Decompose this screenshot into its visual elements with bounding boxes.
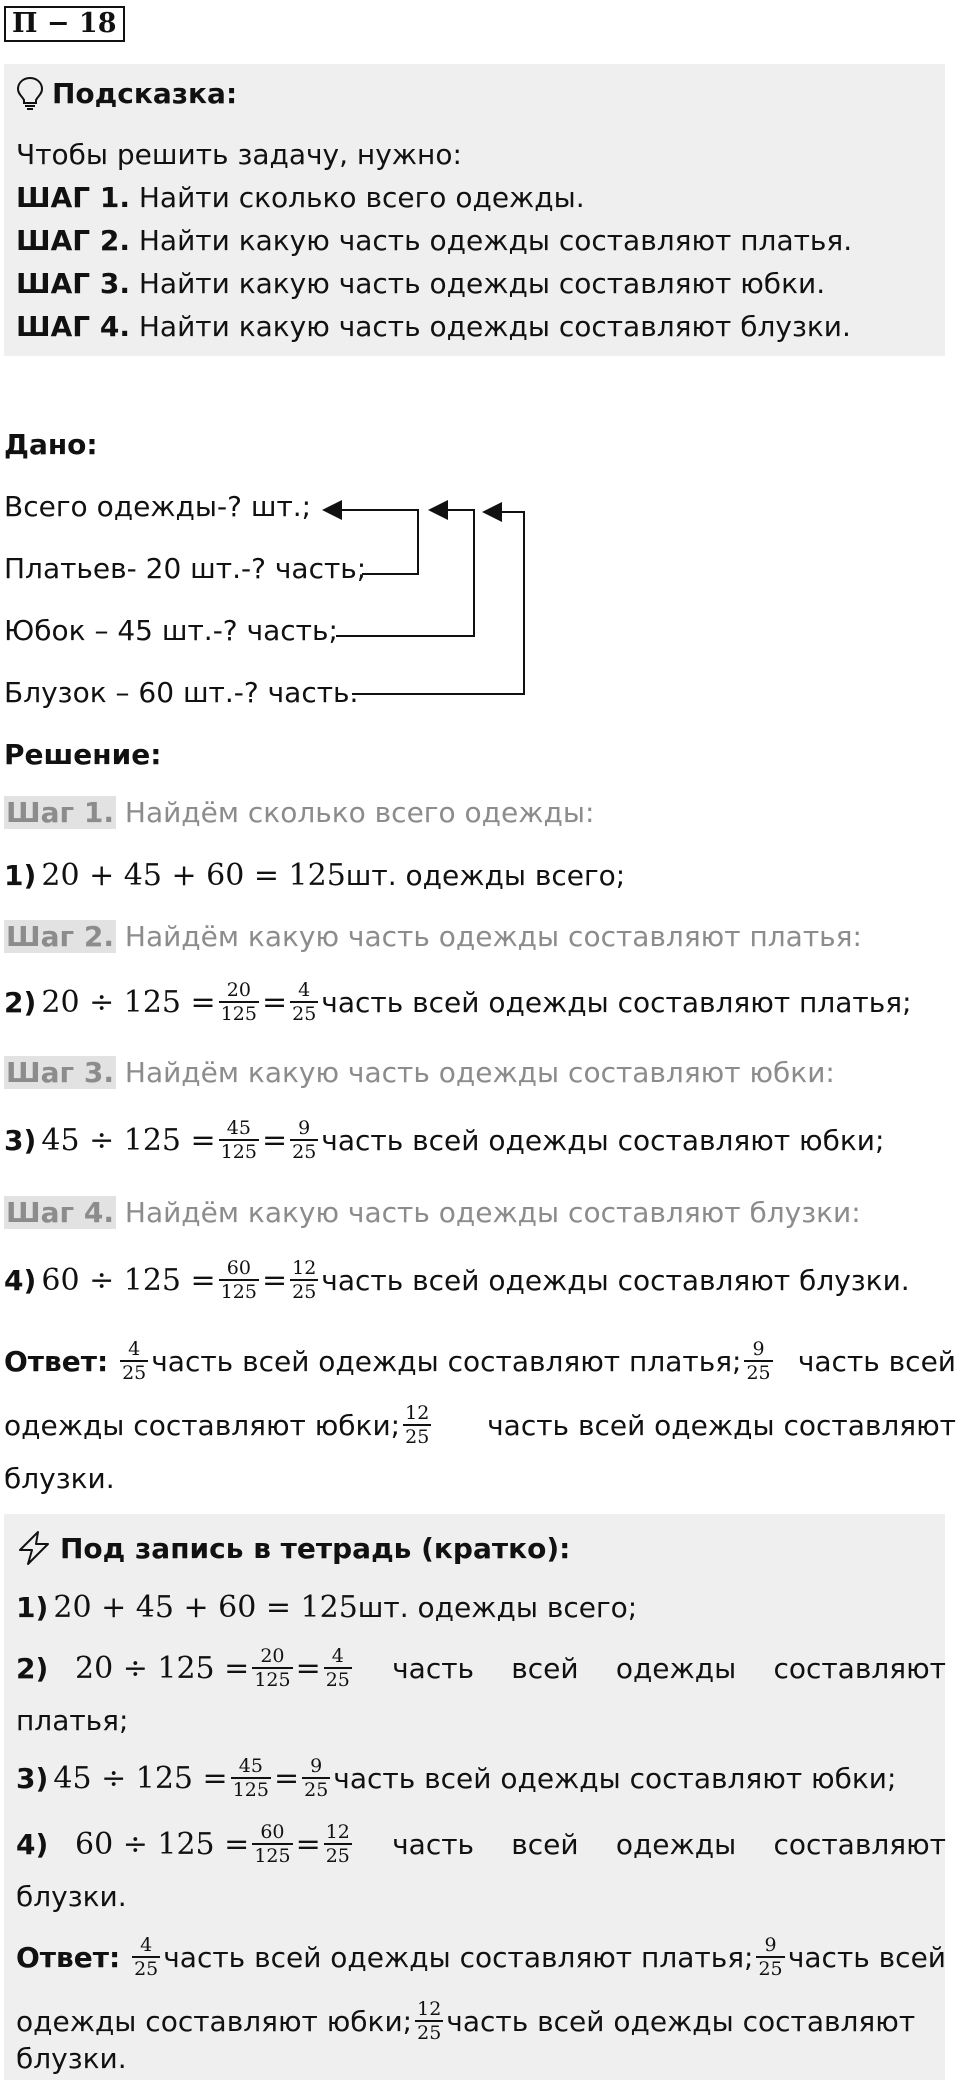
fraction: $\frac{12}{25}$: [405, 1402, 430, 1448]
solution-step-2: Шаг 2. Найдём какую часть одежды составляют платья:: [6, 920, 862, 953]
notebook-answer-line-1: Ответ: $\frac{4}{25}$ часть всей одежды составляют платья; $\frac{9}{25}$ часть всей: [16, 1934, 946, 1980]
hint-step-1: ШАГ 1. Найти сколько всего одежды.: [16, 181, 585, 214]
given-line-total: Всего одежды-? шт.;: [4, 490, 312, 523]
solution-line-1: 1) 20 + 45 + 60 = 125 шт. одежды всего;: [4, 857, 626, 893]
notebook-answer-line-3: блузки.: [16, 2042, 127, 2075]
answer-label: Ответ:: [4, 1344, 109, 1378]
notebook-line-4-cont: блузки.: [16, 1880, 127, 1913]
solution-line-4: 4) 60 ÷ 125 = $\frac{60}{125}$ = $\frac{12}{25}$ часть всей одежды составляют блузки.: [4, 1257, 910, 1303]
answer-line-3: блузки.: [4, 1462, 115, 1495]
fraction: $\frac{12}{25}$: [292, 1257, 317, 1303]
notebook-line-2: 2) 20 ÷ 125 = $\frac{20}{125}$ = $\frac{4}{25}$ часть всей одежды составляют: [16, 1645, 946, 1691]
hint-intro: Чтобы решить задачу, нужно:: [16, 138, 462, 171]
notebook-line-2-cont: платья;: [16, 1704, 129, 1737]
fraction: $\frac{45}{125}$: [232, 1755, 269, 1801]
fraction: $\frac{45}{125}$: [220, 1117, 257, 1163]
solution-line-3: 3) 45 ÷ 125 = $\frac{45}{125}$ = $\frac{9}{25}$ часть всей одежды составляют юбки;: [4, 1117, 885, 1163]
problem-label: П − 18: [4, 6, 125, 42]
fraction: $\frac{9}{25}$: [304, 1755, 329, 1801]
given-title: Дано:: [4, 428, 98, 461]
hint-step-3: ШАГ 3. Найти какую часть одежды составляют юбки.: [16, 267, 826, 300]
fraction: $\frac{60}{125}$: [254, 1821, 291, 1867]
notebook-answer-line-2: одежды составляют юбки; $\frac{12}{25}$ часть всей одежды составляют: [16, 1998, 916, 2044]
fraction: $\frac{4}{25}$: [325, 1645, 350, 1691]
fraction: $\frac{60}{125}$: [220, 1257, 257, 1303]
arrow-dresses: [324, 510, 418, 574]
arrow-blouses: [352, 512, 524, 694]
notebook-title: Под запись в тетрадь (кратко):: [16, 1530, 570, 1566]
fraction: $\frac{12}{25}$: [325, 1821, 350, 1867]
solution-title: Решение:: [4, 738, 162, 771]
given-line-dresses: Платьев- 20 шт.-? часть;: [4, 552, 367, 585]
hint-step-2: ШАГ 2. Найти какую часть одежды составляют платья.: [16, 224, 853, 257]
solution-step-3: Шаг 3. Найдём какую часть одежды составляют юбки:: [6, 1056, 835, 1089]
solution-step-1: Шаг 1. Найдём сколько всего одежды:: [6, 796, 595, 829]
fraction: $\frac{20}{125}$: [254, 1645, 291, 1691]
notebook-box: [4, 1514, 945, 2080]
fraction: $\frac{20}{125}$: [220, 979, 257, 1025]
fraction: $\frac{9}{25}$: [758, 1934, 783, 1980]
solution-line-2: 2) 20 ÷ 125 = $\frac{20}{125}$ = $\frac{4}{25}$ часть всей одежды составляют платья;: [4, 979, 912, 1025]
answer-line-2: одежды составляют юбки; $\frac{12}{25}$ часть всей одежды составляют: [4, 1402, 956, 1448]
hint-title: Подсказка:: [16, 76, 237, 110]
answer-line-1: Ответ: $\frac{4}{25}$ часть всей одежды составляют платья; $\frac{9}{25}$ часть всей: [4, 1338, 956, 1384]
given-arrows: [0, 0, 560, 720]
fraction: $\frac{12}{25}$: [417, 1998, 442, 2044]
fraction: $\frac{4}{25}$: [134, 1934, 159, 1980]
fraction: $\frac{4}{25}$: [122, 1338, 147, 1384]
fraction: $\frac{4}{25}$: [292, 979, 317, 1025]
solution-step-4: Шаг 4. Найдём какую часть одежды составляют блузки:: [6, 1196, 861, 1229]
hint-step-4: ШАГ 4. Найти какую часть одежды составляют блузки.: [16, 310, 851, 343]
given-line-blouses: Блузок – 60 шт.-? часть.: [4, 676, 359, 709]
fraction: $\frac{9}{25}$: [292, 1117, 317, 1163]
notebook-line-1: 1) 20 + 45 + 60 = 125 шт. одежды всего;: [16, 1590, 638, 1625]
lightning-icon: [16, 1530, 52, 1566]
given-line-skirts: Юбок – 45 шт.-? часть;: [4, 614, 338, 647]
notebook-line-4: 4) 60 ÷ 125 = $\frac{60}{125}$ = $\frac{12}{25}$ часть всей одежды составляют: [16, 1821, 946, 1867]
fraction: $\frac{9}{25}$: [746, 1338, 771, 1384]
notebook-line-3: 3) 45 ÷ 125 = $\frac{45}{125}$ = $\frac{9}{25}$ часть всей одежды составляют юбки;: [16, 1755, 897, 1801]
